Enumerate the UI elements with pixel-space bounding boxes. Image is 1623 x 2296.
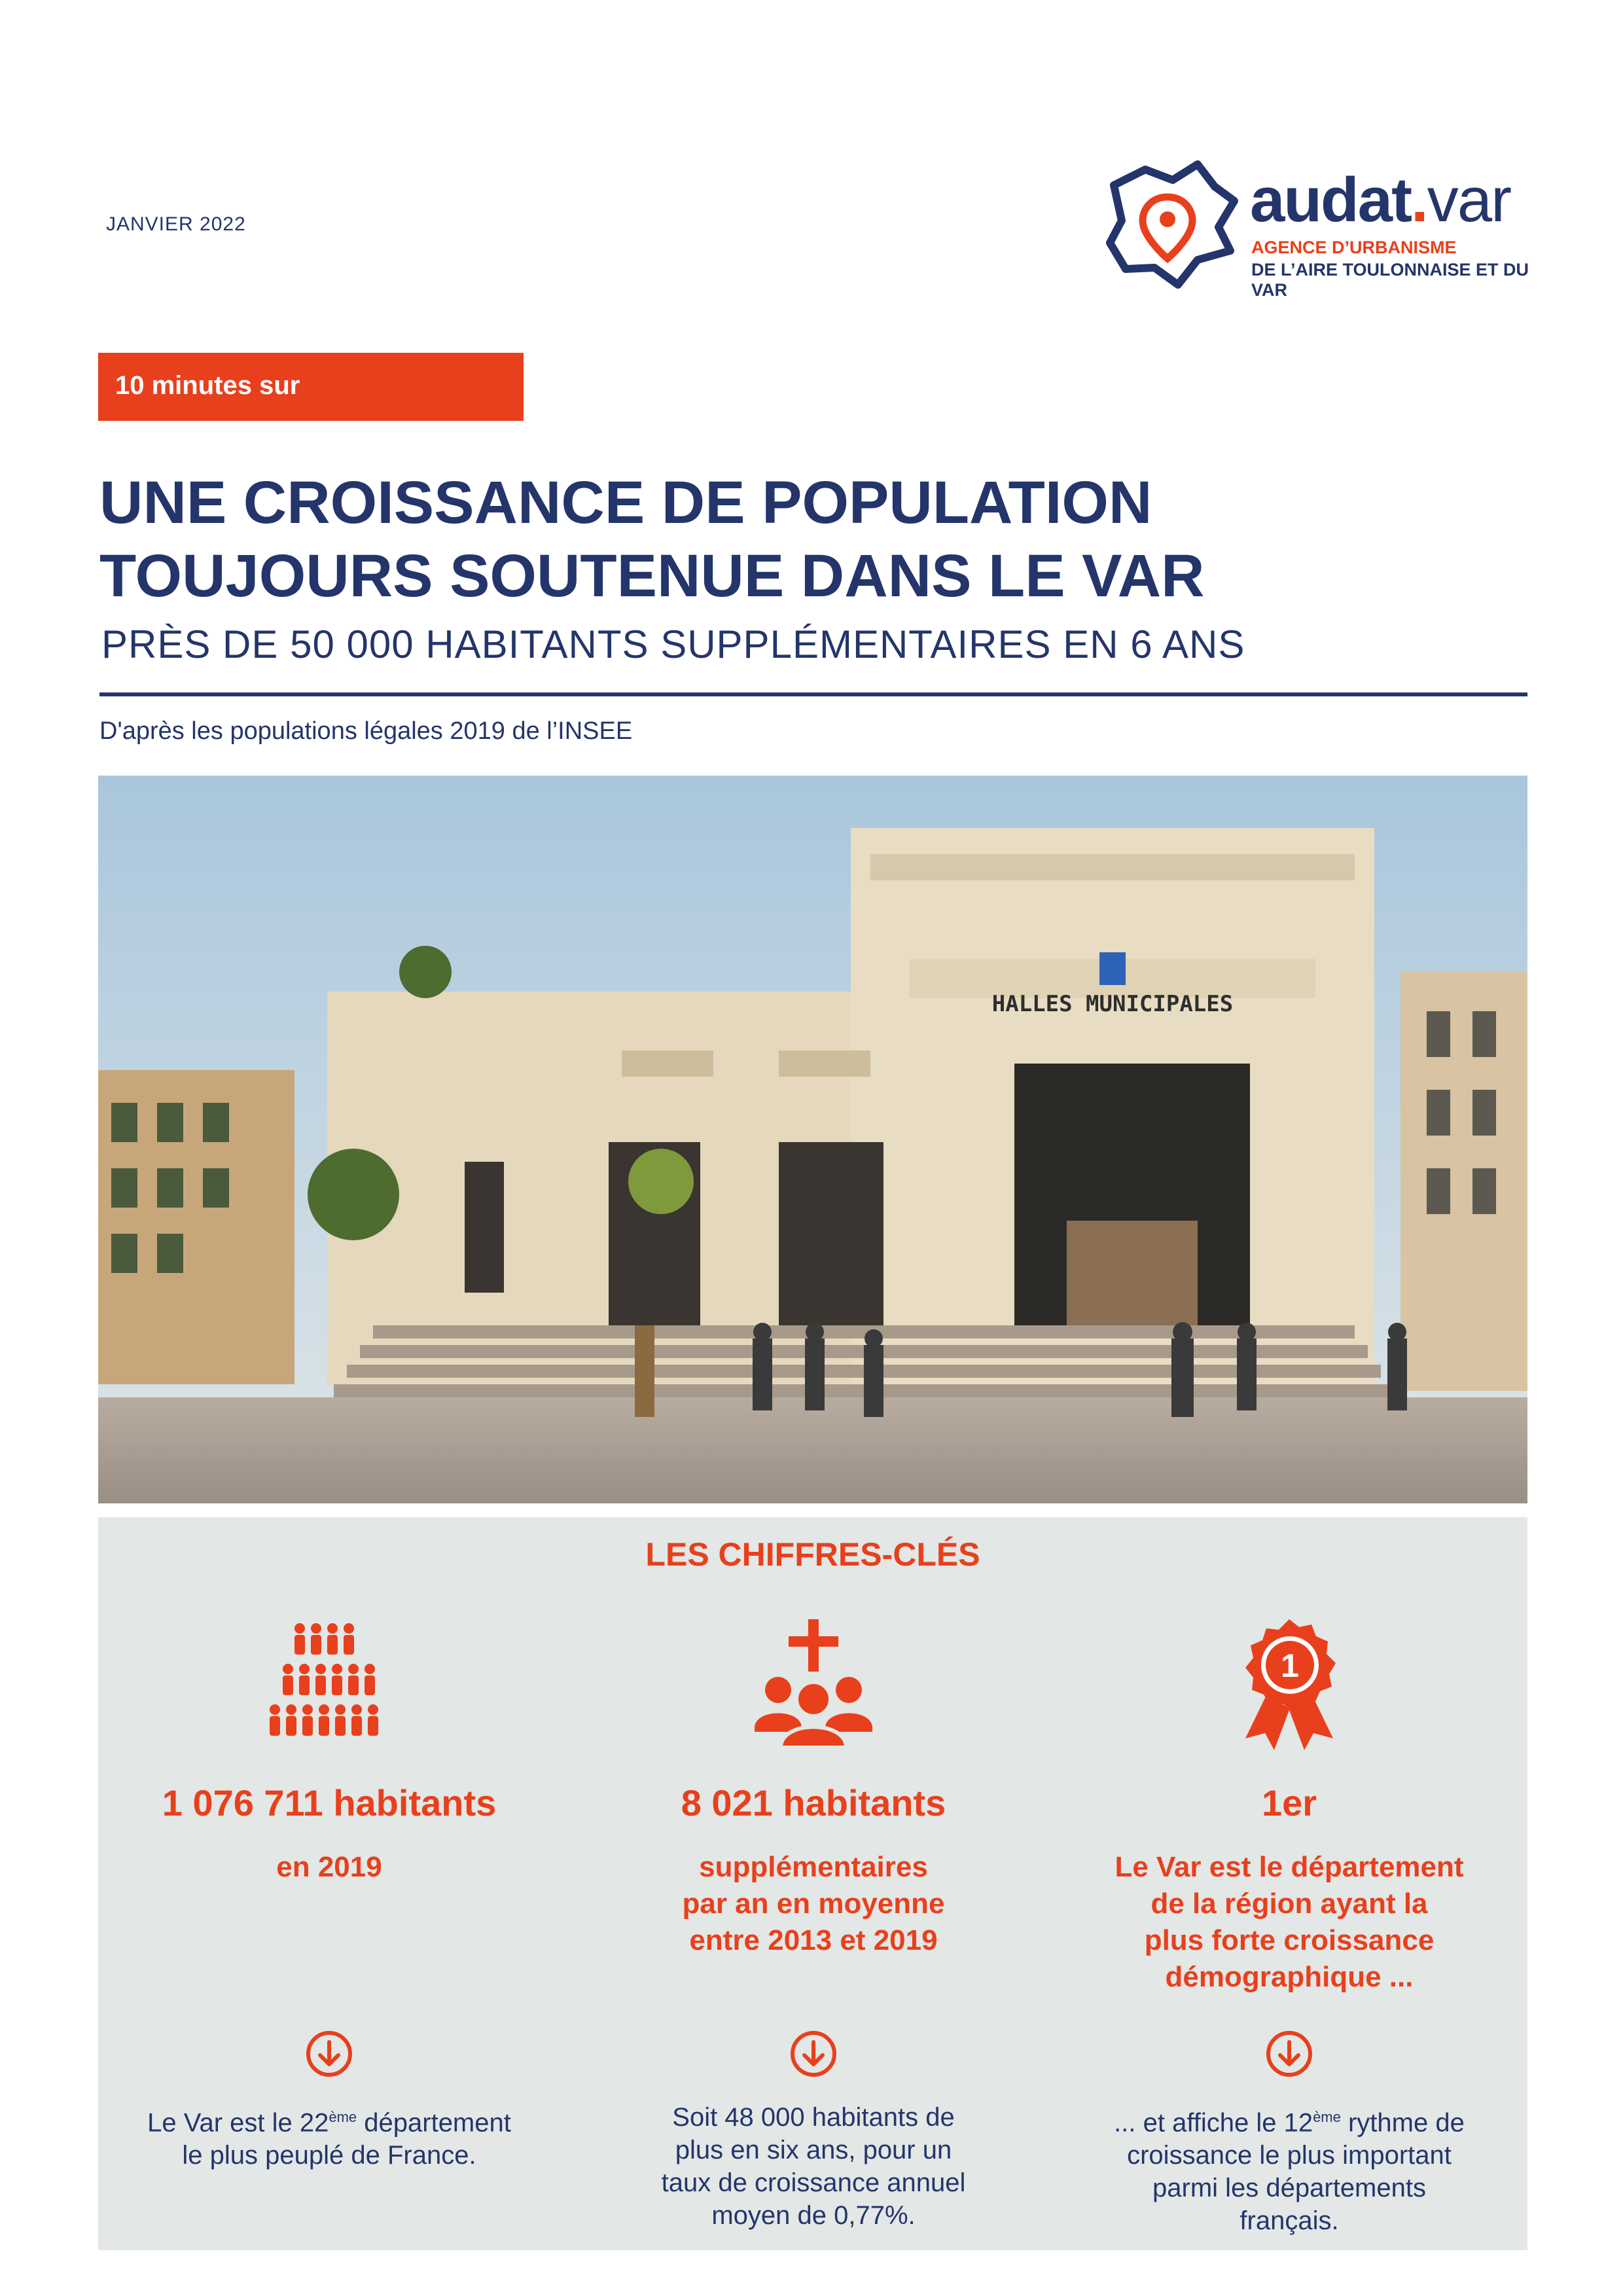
stat-description <box>591 1849 1036 2000</box>
note-superscript: ème <box>1313 2109 1341 2125</box>
arrow-down-circle-icon <box>1264 2029 1314 2079</box>
publication-date: JANVIER 2022 <box>106 213 246 235</box>
stat-note <box>1067 2101 1512 2237</box>
stat-description <box>1067 1849 1512 2000</box>
rosette-award-icon <box>1234 1617 1345 1754</box>
stat-note <box>591 2101 1036 2232</box>
title-line-1: UNE CROISSANCE DE POPULATION <box>99 469 1152 536</box>
logo-name-main: audat <box>1250 165 1412 235</box>
page-subtitle: PRÈS DE 50 000 HABITANTS SUPPLÉMENTAIRES EN 6 ANS <box>101 622 1245 666</box>
key-figure-growth <box>591 1617 1036 2230</box>
desc-line: démographique ... <box>1165 1961 1414 1993</box>
note-line: français. <box>1240 2206 1339 2236</box>
note-line: croissance le plus important <box>1127 2141 1452 2170</box>
rosette-number: 1 <box>1281 1647 1299 1684</box>
note-line: plus en six ans, pour un <box>675 2136 952 2164</box>
logo-subtitle-2: DE L’AIRE TOULONNAISE ET DU VAR <box>1251 260 1529 300</box>
note-line: moyen de 0,77%. <box>711 2201 916 2230</box>
stat-value: 1er <box>1261 1782 1317 1823</box>
desc-line: par an en moyenne <box>682 1888 945 1920</box>
note-line: taux de croissance annuel <box>661 2168 966 2197</box>
desc-line: de la région ayant la <box>1150 1888 1428 1920</box>
note-line: Soit 48 000 habitants de <box>672 2103 955 2132</box>
data-source: D'après les populations légales 2019 de l’INSEE <box>99 717 633 745</box>
title-divider <box>99 692 1527 696</box>
market-hall-photo <box>98 776 1527 1503</box>
note-text: rythme de <box>1340 2108 1465 2138</box>
series-tag-label: 10 minutes sur <box>115 371 300 400</box>
desc-line: entre 2013 et 2019 <box>689 1924 938 1956</box>
map-pin-icon <box>1099 160 1243 291</box>
note-text: département <box>357 2108 511 2138</box>
logo-name-dot: . <box>1411 165 1427 235</box>
note-line: parmi les départements <box>1152 2174 1426 2203</box>
note-superscript: ème <box>329 2109 357 2125</box>
page-title <box>99 466 1539 613</box>
note-line: le plus peuplé de France. <box>182 2141 476 2170</box>
desc-line: en 2019 <box>276 1851 382 1883</box>
title-line-2: TOUJOURS SOUTENUE DANS LE VAR <box>99 543 1205 609</box>
stat-value: 8 021 habitants <box>681 1782 946 1823</box>
audat-logo[interactable] <box>1099 160 1531 300</box>
note-text: ... et affiche le 12 <box>1114 2108 1313 2138</box>
desc-line: Le Var est le département <box>1115 1851 1464 1883</box>
note-text: Le Var est le 22 <box>147 2108 329 2138</box>
facade-sign-text: HALLES MUNICIPALES <box>991 991 1234 1017</box>
key-figures-title: LES CHIFFRES-CLÉS <box>645 1536 980 1573</box>
series-tag <box>98 353 524 421</box>
people-pyramid-icon <box>267 1617 391 1748</box>
key-figure-population <box>107 1617 552 2170</box>
stat-note <box>107 2101 552 2172</box>
desc-line: plus forte croissance <box>1144 1924 1435 1956</box>
stat-description <box>107 1849 552 2000</box>
group-plus-icon <box>748 1617 879 1748</box>
logo-name-suffix: var <box>1427 165 1511 235</box>
desc-line: supplémentaires <box>699 1851 928 1883</box>
key-figure-ranking <box>1067 1617 1512 2236</box>
arrow-down-circle-icon <box>789 2029 838 2079</box>
logo-subtitle-1: AGENCE D’URBANISME <box>1251 238 1457 257</box>
arrow-down-circle-icon <box>304 2029 354 2079</box>
stat-value: 1 076 711 habitants <box>162 1782 497 1823</box>
